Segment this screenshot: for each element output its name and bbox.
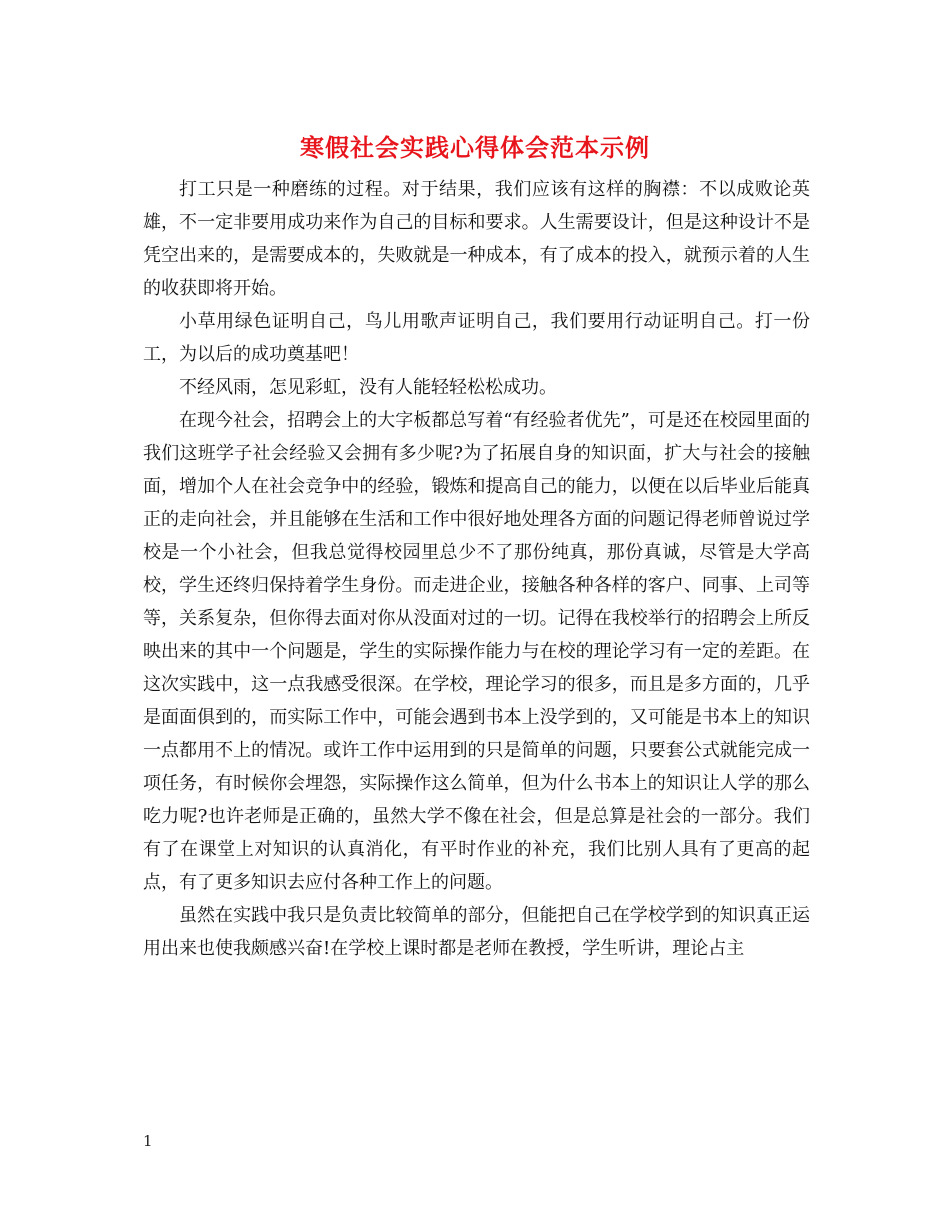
paragraph-5: 虽然在实践中我只是负责比较简单的部分，但能把自己在学校学到的知识真正运用出来也使我颇感兴奋!在学校上课时都是老师在教授，学生听讲，理论占主	[143, 905, 810, 959]
paragraph-3: 不经风雨，怎见彩虹，没有人能轻轻松松成功。	[179, 377, 557, 398]
paragraph-4: 在现今社会，招聘会上的大字板都总写着“有经验者优先”，可是还在校园里面的我们这班学子社会经验又会拥有多少呢?为了拓展自身的知识面，扩大与社会的接触面，增加个人在社会竞争中的经验，锻炼和提高自己的能力，以便在以后毕业后能真正的走向社会，并且能够在生活和工作中很好地处理各方面的问题记得老师曾说过学校是一个小社会，但我总觉得校园里总少不了那份纯真，那份真诚，尽管是大学高校，学生还终归保持着学生身份。而走进企业，接触各种各样的客户、同事、上司等等，关系复杂，但你得去面对你从没面对过的一切。记得在我校举行的招聘会上所反映出来的其中一个问题是，学生的实际操作能力与在校的理论学习有一定的差距。在这次实践中，这一点我感受很深。在学校，理论学习的很多，而且是多方面的，几乎是面面俱到的，而实际工作中，可能会遇到书本上没学到的，又可能是书本上的知识一点都用不上的情况。或许工作中运用到的只是简单的问题，只要套公式就能完成一项任务，有时候你会埋怨，实际操作这么简单，但为什么书本上的知识让人学的那么吃力呢?也许老师是正确的，虽然大学不像在社会，但是总算是社会的一部分。我们有了在课堂上对知识的认真消化，有平时作业的补充，我们比别人具有了更高的起点，有了更多知识去应付各种工作上的问题。	[143, 410, 810, 893]
document-title: 寒假社会实践心得体会范本示例	[300, 133, 650, 162]
paragraph-1: 打工只是一种磨练的过程。对于结果，我们应该有这样的胸襟：不以成败论英雄，不一定非要用成功来作为自己的目标和要求。人生需要设计，但是这种设计不是凭空出来的，是需要成本的，失败就是一种成本，有了成本的投入，就预示着的人生的收获即将开始。	[143, 179, 810, 299]
page-number: 1	[143, 1132, 153, 1150]
paragraph-2: 小草用绿色证明自己，鸟儿用歌声证明自己，我们要用行动证明自己。打一份工，为以后的成功奠基吧！	[143, 311, 810, 365]
document-body	[143, 173, 810, 965]
